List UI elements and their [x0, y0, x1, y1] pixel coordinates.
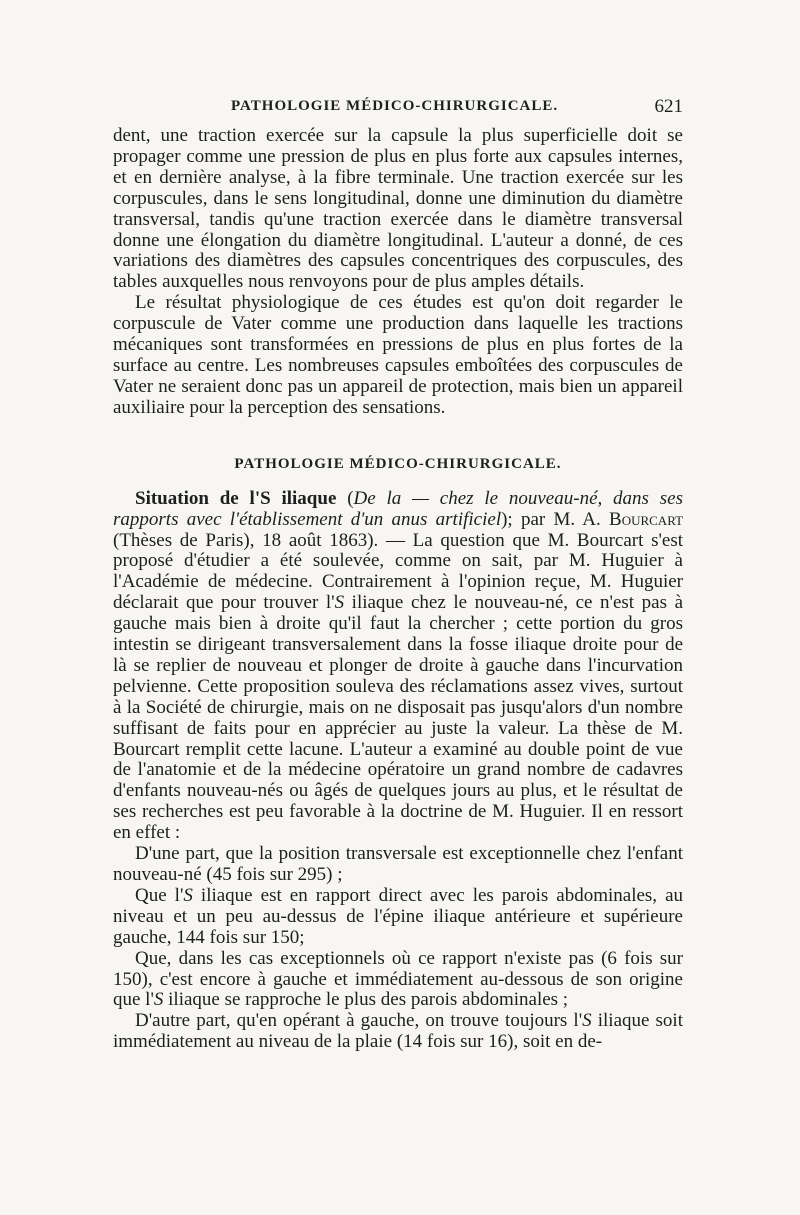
text-fragment: D'autre part, qu'en opérant à gauche, on trouve toujours l' — [135, 1010, 583, 1032]
author-name: Bourcart — [609, 508, 684, 530]
article-paragraph — [113, 489, 683, 844]
paragraph-continuation: dent, une traction exercée sur la capsule la plus superficielle doit se propager comme une pression de plus en plus forte aux capsules internes, et en dernière analyse, à la fibre terminale. Une traction exercée sur les corpuscules, dans le sens longitudinal, donne une diminution du diamètre transversal, tandis qu'une traction exercée dans le diamètre transversal donne une élongation du diamètre longitudinal. L'auteur a donné, de ces variations des diamètres des capsules concentriques des corpuscules, des tables auxquelles nous renvoyons pour de plus amples détails. — [113, 125, 683, 293]
subtitle-close: ); par M. A. — [501, 508, 601, 530]
text-fragment: iliaque soit immédiatement au niveau de la plaie (14 fois sur 16), soit en de- — [113, 1010, 683, 1053]
text-fragment: Que, dans les cas exceptionnels où ce rapport n'existe pas (6 fois sur 150), c'est encore à gauche et immédiatement au-dessous de son origine que l' — [113, 947, 683, 1011]
running-title: PATHOLOGIE MÉDICO-CHIRURGICALE. — [231, 98, 559, 114]
finding-left-operation — [113, 1011, 683, 1053]
s-letter: S — [334, 592, 345, 614]
finding-transverse-position: D'une part, que la position transversale est exceptionnelle chez l'enfant nouveau-né (45 fois sur 295) ; — [113, 843, 683, 885]
finding-direct-relation — [113, 886, 683, 949]
subtitle-open: ( — [347, 487, 354, 509]
article-text: (Thèses de Paris), 18 août 1863). — La question que M. Bourcart s'est proposé d'étudier a été soulevée, comme on sait, par M. Huguier à l'Académie de médecine. Contrairement à l'opinion reçue, M. Huguier déclarait que pour trouver l' — [113, 529, 683, 614]
article-text-continued: iliaque chez le nouveau-né, ce n'est pas à gauche mais bien à droite qu'il faut la chercher ; cette portion du gros intestin se dirigeant transversalement dans la fosse iliaque droite pour de là se replier de nouveau et plonger de droite à gauche dans l'incurvation pelvienne. Cette proposition souleva des réclamations assez vives, surtout à la Société de chirurgie, mais on ne disposait pas jusqu'alors d'un nombre suffisant de faits pour en apprécier au juste la valeur. La thèse de M. Bourcart remplit cette lacune. L'auteur a examiné au double point de vue de l'anatomie et de la médecine opératoire un grand nombre de cadavres d'enfants nouveau-nés ou âgés de quelques jours au plus, et le résultat de ses recherches est peu favorable à la doctrine de M. Huguier. Il en ressort en effet : — [113, 592, 684, 844]
finding-exceptional-cases — [113, 949, 683, 1012]
s-letter: S — [153, 989, 164, 1011]
article-title: Situation de l'S iliaque — [135, 487, 337, 509]
text-fragment: iliaque est en rapport direct avec les parois abdominales, au niveau et un peu au-dessus de l'épine iliaque antérieure et supérieure gauche, 144 fois sur 150; — [113, 884, 683, 948]
s-letter: S — [183, 884, 193, 906]
page-number: 621 — [654, 96, 683, 117]
paragraph-physiological-result: Le résultat physiologique de ces études est qu'on doit regarder le corpuscule de Vater comme une production dans laquelle les tractions mécaniques sont transformées en pressions de plus en plus fortes de la surface au centre. Les nombreuses capsules emboîtées des corpuscules de Vater ne seraient donc pas un appareil de protection, mais bien un appareil auxiliaire pour la perception des sensations. — [113, 292, 683, 418]
s-letter: S — [582, 1010, 592, 1032]
article-subtitle: De la — chez le nouveau-né, dans ses rapports avec l'établissement d'un anus artificiel — [113, 487, 683, 530]
text-fragment: iliaque se rapproche le plus des parois abdominales ; — [163, 989, 569, 1011]
text-fragment: Que l' — [135, 884, 184, 906]
section-heading: PATHOLOGIE MÉDICO-CHIRURGICALE. — [234, 455, 562, 472]
running-head — [113, 96, 683, 120]
body-text — [113, 126, 683, 1053]
